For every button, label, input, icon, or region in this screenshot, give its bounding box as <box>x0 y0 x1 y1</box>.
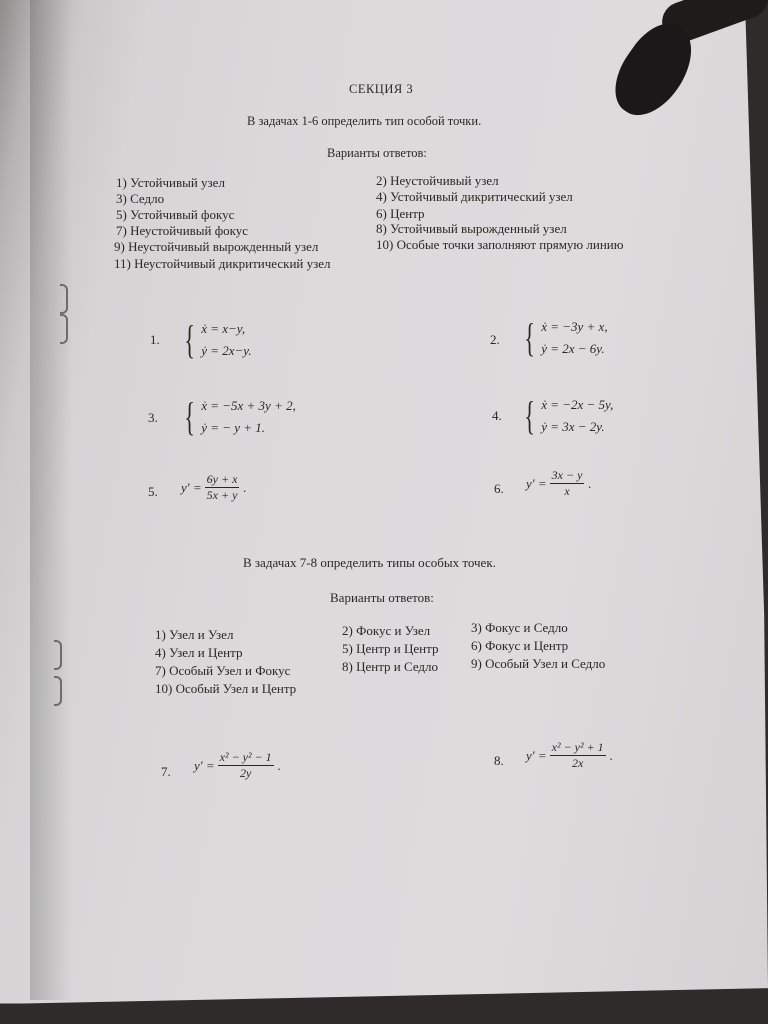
fraction-denominator: 5x + y <box>206 488 238 502</box>
problem-2-system <box>520 316 608 360</box>
staple-mark <box>60 284 68 314</box>
fraction-numerator: x² − y² − 1 <box>219 750 272 764</box>
answer-option: 8) Центр и Седло <box>342 659 439 674</box>
brace-icon: { <box>184 317 195 362</box>
fraction <box>205 472 240 503</box>
equation-line: ẏ = 2x − 6y. <box>541 341 605 356</box>
staple-mark <box>60 314 68 344</box>
answer-option: 10) Особый Узел и Центр <box>155 681 297 696</box>
answer-option: 5) Центр и Центр <box>342 641 439 656</box>
staple-mark <box>54 640 62 670</box>
answer-option: 7) Особый Узел и Фокус <box>155 663 291 678</box>
answer-option: 4) Узел и Центр <box>155 645 243 660</box>
answer-option: 9) Неустойчивый вырожденный узел <box>114 239 319 254</box>
section-title: СЕКЦИЯ 3 <box>349 82 414 96</box>
part1-instruction: В задачах 1-6 определить тип особой точки. <box>247 114 482 128</box>
brace-icon: { <box>524 393 535 438</box>
equation-lhs: y′ = <box>526 475 547 491</box>
answer-option: 5) Устойчивый фокус <box>116 207 235 222</box>
problem-number: 8. <box>494 753 504 768</box>
answer-option: 10) Особые точки заполняют прямую линию <box>376 237 624 252</box>
answer-option: 3) Фокус и Седло <box>471 620 568 635</box>
equation-line: ẏ = − y + 1. <box>201 420 266 435</box>
equation-line: ẏ = 3x − 2y. <box>541 419 605 434</box>
equation-tail: . <box>243 479 247 495</box>
answer-option: 3) Седло <box>116 191 165 206</box>
problem-1-system <box>180 318 252 362</box>
problem-5-equation <box>181 472 247 503</box>
answer-option: 8) Устойчивый вырожденный узел <box>376 221 567 236</box>
equation-tail: . <box>609 747 613 763</box>
answer-option: 11) Неустойчивый дикритический узел <box>114 256 331 271</box>
problem-8-equation <box>526 740 613 771</box>
problem-number: 7. <box>161 764 171 779</box>
problem-number: 1. <box>150 332 160 347</box>
answer-option: 2) Неустойчивый узел <box>376 173 499 188</box>
problem-number: 6. <box>494 481 504 496</box>
problem-number: 4. <box>492 408 502 423</box>
answer-option: 2) Фокус и Узел <box>342 623 431 638</box>
equation-line: ẏ = 2x−y. <box>201 343 252 358</box>
brace-icon: { <box>184 394 195 439</box>
equation-line: ẋ = −2x − 5y, <box>541 397 614 412</box>
problem-number: 3. <box>148 410 158 425</box>
equation-lhs: y′ = <box>181 479 202 495</box>
equation-lhs: y′ = <box>194 757 215 773</box>
equation-line: ẋ = −5x + 3y + 2, <box>201 398 296 413</box>
page-fold-shadow <box>30 0 90 1000</box>
equation-tail: . <box>277 757 281 773</box>
staple-mark <box>54 676 62 706</box>
problem-7-equation <box>194 750 281 781</box>
brace-icon: { <box>524 315 535 360</box>
answer-option: 1) Устойчивый узел <box>116 175 225 190</box>
answer-option: 4) Устойчивый дикритический узел <box>376 189 573 204</box>
equation-line: ẋ = x−y, <box>201 321 246 336</box>
answer-option: 6) Центр <box>376 206 425 221</box>
problem-3-system <box>180 395 296 439</box>
problem-number: 5. <box>148 484 158 499</box>
fraction-denominator: 2y <box>240 766 252 780</box>
fraction-denominator: x <box>564 484 570 498</box>
equation-line: ẋ = −3y + x, <box>541 319 608 334</box>
problem-number: 2. <box>490 332 500 347</box>
fraction <box>550 468 585 499</box>
fraction-denominator: 2x <box>572 756 584 770</box>
problem-4-system <box>520 394 613 438</box>
fraction-numerator: x² − y² + 1 <box>551 740 604 754</box>
answer-option: 7) Неустойчивый фокус <box>116 223 249 238</box>
answer-option: 1) Узел и Узел <box>155 627 234 642</box>
part2-instruction: В задачах 7-8 определить типы особых точек. <box>243 555 496 570</box>
answer-option: 6) Фокус и Центр <box>471 638 569 653</box>
part1-answers-heading: Варианты ответов: <box>327 146 427 160</box>
equation-tail: . <box>588 475 592 491</box>
problem-6-equation <box>526 468 592 499</box>
fraction <box>218 750 274 781</box>
answer-option: 9) Особый Узел и Седло <box>471 656 606 671</box>
fraction-numerator: 6y + x <box>206 472 238 486</box>
part2-answers-heading: Варианты ответов: <box>330 590 434 605</box>
fraction <box>550 740 606 771</box>
equation-lhs: y′ = <box>526 747 547 763</box>
fraction-numerator: 3x − y <box>551 468 583 482</box>
